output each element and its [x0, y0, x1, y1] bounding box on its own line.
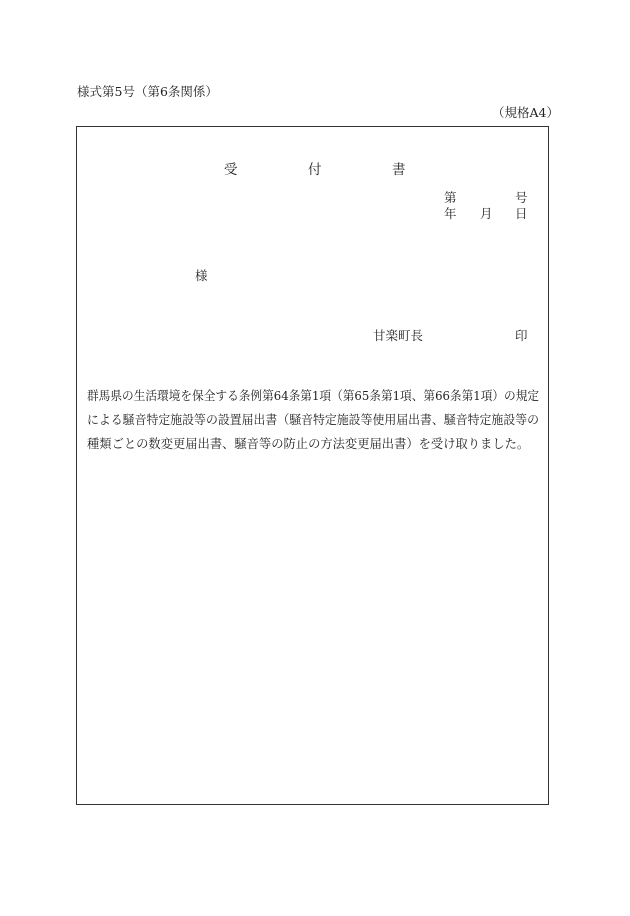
body-line-3: 種類ごとの数変更届出書、騒音等の防止の方法変更届出書）を受け取りました。: [87, 436, 530, 451]
number-go: 号: [515, 190, 528, 205]
seal-mark: 印: [515, 328, 528, 343]
form-frame: [76, 126, 549, 805]
date-month: 月: [480, 206, 493, 221]
body-line-2: による騒音特定施設等の設置届出書（騒音特定施設等使用届出書、騒音特定施設等の: [87, 412, 540, 427]
date-year: 年: [444, 206, 457, 221]
title-char-3: 書: [392, 162, 406, 178]
title-char-2: 付: [308, 162, 322, 178]
number-dai: 第: [444, 190, 457, 205]
issuer-name: 甘楽町長: [373, 328, 424, 343]
title-char-1: 受: [224, 162, 238, 178]
addressee-sama: 様: [195, 268, 208, 283]
body-paragraph: [87, 384, 547, 456]
paper-size-note: （規格A4）: [492, 105, 559, 120]
date-day: 日: [515, 206, 528, 221]
form-number: 様式第5号（第6条関係）: [77, 84, 218, 99]
body-line-1: 群馬県の生活環境を保全する条例第64条第1項（第65条第1項、第66条第1項）の規定: [87, 388, 540, 403]
